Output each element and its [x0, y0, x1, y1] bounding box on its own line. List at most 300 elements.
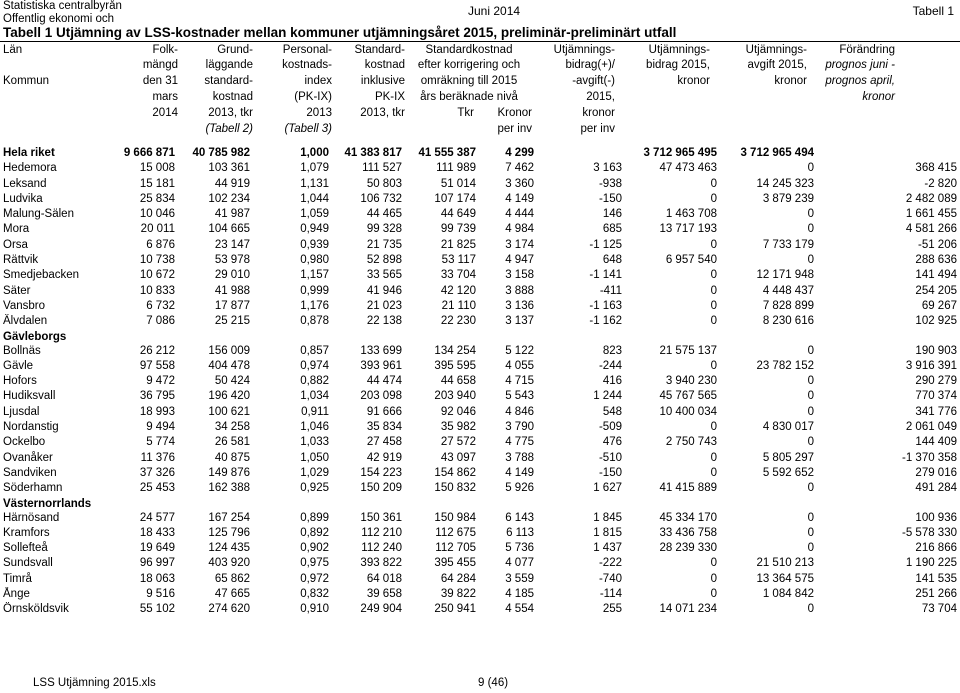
cell-col-8: 13 717 193 — [659, 223, 717, 236]
row-name: Västernorrlands — [3, 497, 92, 510]
cell-col-9: 0 — [807, 482, 814, 495]
cell-col-1: 36 795 — [139, 390, 175, 403]
cell-col-6: 4 077 — [505, 557, 534, 570]
cell-col-7: 1 815 — [593, 526, 622, 539]
cell-col-4: 41 383 817 — [344, 147, 402, 159]
row-name: Hela riket — [3, 147, 55, 159]
cell-col-8: 0 — [710, 192, 717, 205]
cell-col-1 — [117, 330, 178, 344]
cell-col-10: 1 190 225 — [905, 557, 957, 570]
lss-table — [0, 146, 960, 618]
cell-col-1: 96 997 — [139, 557, 175, 570]
table-row — [0, 451, 960, 466]
cell-col-1: 18 433 — [139, 526, 175, 539]
header-c9-2: prognos juni - — [825, 59, 895, 71]
cell-col-3: 0,975 — [300, 557, 329, 570]
organization-name — [3, 0, 122, 26]
cell-col-3: 0,882 — [300, 375, 329, 388]
header-c3-5: 2013 — [306, 107, 332, 119]
cell-col-10 — [817, 497, 960, 511]
cell-col-8: 0 — [710, 359, 717, 372]
header-c9-1: Förändring — [839, 44, 895, 56]
table-row — [0, 435, 960, 450]
cell-col-7: -938 — [598, 177, 622, 190]
cell-col-9: 3 879 239 — [762, 192, 814, 205]
cell-col-8: 45 767 565 — [659, 390, 717, 403]
cell-col-1: 10 046 — [139, 208, 175, 221]
cell-col-6: 5 736 — [505, 542, 534, 555]
cell-col-2: 41 988 — [214, 284, 250, 297]
row-name: Ovanåker — [3, 451, 53, 464]
cell-col-7: -1 141 — [589, 269, 622, 282]
cell-col-8: 10 400 034 — [659, 405, 717, 418]
cell-col-4: 112 210 — [361, 526, 402, 539]
header-c6-3: -avgift(-) — [572, 75, 615, 87]
cell-col-2: 125 796 — [208, 526, 250, 539]
cell-col-6: 4 444 — [505, 208, 534, 221]
cell-col-3: 1,176 — [300, 299, 329, 312]
cell-col-5: 154 862 — [434, 466, 476, 479]
cell-col-2: 162 388 — [208, 482, 250, 495]
cell-col-5: 395 455 — [434, 557, 476, 570]
cell-col-9: 0 — [807, 254, 814, 267]
row-name: Sollefteå — [3, 542, 48, 555]
cell-col-8: 0 — [710, 315, 717, 328]
cell-col-9: 8 230 616 — [762, 315, 814, 328]
header-c5-kronor: Kronor — [497, 107, 532, 119]
cell-col-4: 44 474 — [366, 375, 402, 388]
cell-col-3: 1,000 — [300, 147, 329, 159]
cell-col-10: -1 370 358 — [902, 451, 957, 464]
cell-col-4: 35 834 — [366, 421, 402, 434]
cell-col-10: -2 820 — [924, 177, 957, 190]
cell-col-9: 0 — [807, 208, 814, 221]
cell-col-9: 0 — [807, 511, 814, 524]
cell-col-10: 141 494 — [915, 269, 957, 282]
cell-col-1: 9 472 — [146, 375, 175, 388]
cell-col-5: 51 014 — [440, 177, 476, 190]
header-c9-3: prognos april, — [825, 75, 895, 87]
header-c5-perinv: per inv — [497, 123, 532, 135]
footer-filename: LSS Utjämning 2015.xls — [33, 677, 156, 689]
cell-col-4: 22 138 — [366, 315, 402, 328]
cell-col-6: 5 926 — [505, 482, 534, 495]
cell-col-10: 368 415 — [915, 162, 957, 175]
cell-col-9: 7 828 899 — [762, 299, 814, 312]
cell-col-4: 106 732 — [360, 192, 402, 205]
header-c3-3: index — [304, 75, 332, 87]
cell-col-6: 7 462 — [505, 162, 534, 175]
cell-col-5: 203 940 — [434, 390, 476, 403]
cell-col-10: 254 205 — [915, 284, 957, 297]
cell-col-4: 249 904 — [360, 603, 402, 616]
header-c8-1: Utjämnings- — [745, 44, 807, 56]
cell-col-3: 0,925 — [300, 482, 329, 495]
cell-col-4: 27 458 — [366, 436, 402, 449]
cell-col-2: 167 254 — [208, 511, 250, 524]
cell-col-6: 3 174 — [505, 238, 534, 251]
cell-col-4: 33 565 — [366, 269, 402, 282]
cell-col-2: 41 987 — [214, 208, 250, 221]
cell-col-1: 7 086 — [146, 315, 175, 328]
cell-col-1: 20 011 — [140, 223, 175, 236]
cell-col-2: 404 478 — [208, 359, 250, 372]
cell-col-1: 55 102 — [139, 603, 175, 616]
cell-col-4: 50 803 — [366, 177, 402, 190]
cell-col-10: 251 266 — [915, 588, 957, 601]
cell-col-7: 823 — [602, 344, 622, 357]
cell-col-6: 4 984 — [505, 223, 534, 236]
cell-col-3: 1,059 — [300, 208, 329, 221]
cell-col-8: 0 — [710, 421, 717, 434]
cell-col-6: 4 185 — [505, 588, 534, 601]
cell-col-9: 0 — [807, 405, 814, 418]
row-name: Söderhamn — [3, 482, 63, 495]
cell-col-4 — [332, 330, 405, 344]
cell-col-4: 21 023 — [366, 299, 402, 312]
cell-col-5: 395 595 — [434, 359, 476, 372]
cell-col-4: 150 209 — [360, 482, 402, 495]
cell-col-4: 21 735 — [366, 238, 402, 251]
cell-col-1: 15 181 — [139, 177, 175, 190]
cell-col-3: 1,157 — [300, 269, 329, 282]
cell-col-3: 0,939 — [300, 238, 329, 251]
org-line-2: Offentlig ekonomi och — [3, 13, 115, 25]
cell-col-2: 17 877 — [214, 299, 250, 312]
cell-col-6: 4 299 — [505, 147, 534, 159]
table-label: Tabell 1 — [912, 4, 954, 18]
cell-col-2: 26 581 — [214, 436, 250, 449]
cell-col-4: 393 961 — [360, 359, 402, 372]
cell-col-1: 10 833 — [139, 284, 175, 297]
cell-col-8: 6 957 540 — [665, 254, 717, 267]
row-name: Ludvika — [3, 192, 43, 205]
table-body — [0, 146, 960, 618]
cell-col-5: 42 120 — [440, 284, 476, 297]
cell-col-3 — [253, 497, 332, 511]
row-name: Härnösand — [3, 511, 60, 524]
table-row — [0, 314, 960, 329]
cell-col-7: 1 627 — [593, 482, 622, 495]
header-c7-2: bidrag 2015, — [646, 59, 710, 71]
row-name: Nordanstig — [3, 421, 59, 434]
table-row — [0, 253, 960, 268]
cell-col-5: 92 046 — [440, 405, 476, 418]
cell-col-9: 0 — [807, 375, 814, 388]
table-row — [0, 511, 960, 526]
header-c8-3: kronor — [774, 75, 807, 87]
cell-col-9: 23 782 152 — [756, 359, 814, 372]
table-row — [0, 359, 960, 374]
table-row — [0, 238, 960, 253]
org-line-1: Statistiska centralbyrån — [3, 0, 122, 12]
header-c2-5: 2013, tkr — [208, 107, 253, 119]
cell-col-7 — [537, 497, 625, 511]
cell-col-6: 3 790 — [505, 421, 534, 434]
cell-col-4: 99 328 — [366, 223, 402, 236]
header-c6-5: kronor — [582, 107, 615, 119]
group-header-row — [0, 497, 960, 511]
header-c2-2: läggande — [205, 59, 253, 71]
header-c6-1: Utjämnings- — [553, 44, 615, 56]
table-row — [0, 207, 960, 222]
cell-col-1: 37 326 — [139, 466, 175, 479]
table-row — [0, 161, 960, 176]
header-c1-2: mängd — [142, 59, 178, 71]
cell-col-1: 24 577 — [139, 511, 175, 524]
cell-col-5: 107 174 — [434, 192, 476, 205]
group-header-row — [0, 330, 960, 344]
cell-col-7: -1 162 — [589, 315, 622, 328]
cell-col-10: 288 636 — [915, 254, 957, 267]
cell-col-8: 0 — [710, 588, 717, 601]
cell-col-1: 18 993 — [139, 405, 175, 418]
cell-col-7: 1 244 — [593, 390, 622, 403]
cell-col-5: 43 097 — [440, 451, 476, 464]
cell-col-7: 1 437 — [593, 542, 622, 555]
cell-col-10: 491 284 — [915, 482, 957, 495]
table-row — [0, 602, 960, 617]
cell-col-5: 21 825 — [440, 238, 476, 251]
cell-col-2: 274 620 — [208, 603, 250, 616]
table-row — [0, 466, 960, 481]
row-name: Ånge — [3, 588, 30, 601]
cell-col-4: 42 919 — [366, 451, 402, 464]
cell-col-3: 0,999 — [300, 284, 329, 297]
row-name: Hudiksvall — [3, 390, 56, 403]
cell-col-10: 69 267 — [921, 299, 957, 312]
cell-col-2: 44 919 — [214, 177, 250, 190]
cell-col-8: 14 071 234 — [659, 603, 717, 616]
cell-col-9: 4 448 437 — [762, 284, 814, 297]
row-name: Vansbro — [3, 299, 45, 312]
cell-col-2: 23 147 — [214, 238, 250, 251]
cell-col-2: 53 978 — [214, 254, 250, 267]
cell-col-3: 1,034 — [300, 390, 329, 403]
table-row — [0, 284, 960, 299]
cell-col-10: 279 016 — [915, 466, 957, 479]
cell-col-8: 2 750 743 — [665, 436, 717, 449]
cell-col-3: 0,832 — [300, 588, 329, 601]
cell-col-10: 141 535 — [915, 572, 957, 585]
cell-col-8: 0 — [710, 269, 717, 282]
table-row — [0, 374, 960, 389]
table-row — [0, 420, 960, 435]
row-name: Mora — [3, 223, 30, 236]
cell-col-10: 3 916 391 — [905, 359, 957, 372]
cell-col-10: 4 581 266 — [905, 223, 957, 236]
cell-col-7: 1 845 — [593, 511, 622, 524]
header-c6-4: 2015, — [586, 91, 615, 103]
cell-col-3: 1,033 — [300, 436, 329, 449]
header-c4-4: PK-IX — [374, 91, 405, 103]
header-c4-5: 2013, tkr — [360, 107, 405, 119]
cell-col-2 — [178, 330, 253, 344]
header-lan: Län — [3, 44, 23, 56]
table-row — [0, 572, 960, 587]
table-row — [0, 389, 960, 404]
cell-col-7: -114 — [599, 588, 622, 601]
header-c5-tkr: Tkr — [457, 107, 474, 119]
cell-col-3 — [253, 330, 332, 344]
header-c5-3: omräkning till 2015 — [420, 75, 518, 87]
cell-col-4: 41 946 — [366, 284, 402, 297]
cell-col-5: 250 941 — [434, 603, 476, 616]
table-row — [0, 344, 960, 359]
cell-col-5: 33 704 — [440, 269, 476, 282]
cell-col-5: 27 572 — [440, 436, 476, 449]
cell-col-2: 196 420 — [208, 390, 250, 403]
cell-col-9: 0 — [807, 542, 814, 555]
cell-col-10: 341 776 — [915, 405, 957, 418]
header-c6-6: per inv — [580, 123, 615, 135]
row-name: Orsa — [3, 238, 28, 251]
cell-col-7: -740 — [598, 572, 622, 585]
header-c5-2: efter korrigering och — [417, 59, 521, 71]
cell-col-9: 4 830 017 — [762, 421, 814, 434]
cell-col-7: -509 — [598, 421, 622, 434]
cell-col-7 — [537, 146, 625, 161]
row-name: Smedjebacken — [3, 269, 80, 282]
cell-col-9: 0 — [807, 162, 814, 175]
cell-col-7: -1 163 — [589, 299, 622, 312]
cell-col-1: 9 666 871 — [123, 147, 175, 159]
cell-col-9: 5 592 652 — [762, 466, 814, 479]
table-row — [0, 299, 960, 314]
cell-col-10: 2 482 089 — [905, 192, 957, 205]
cell-col-4: 150 361 — [360, 511, 402, 524]
cell-col-2: 103 361 — [208, 162, 250, 175]
cell-col-6: 4 715 — [505, 375, 534, 388]
row-name: Hedemora — [3, 162, 57, 175]
cell-col-5: 21 110 — [441, 299, 476, 312]
row-name: Malung-Sälen — [3, 208, 74, 221]
cell-col-6: 6 113 — [506, 526, 534, 539]
cell-col-4: 203 098 — [360, 390, 402, 403]
cell-col-10 — [817, 146, 960, 161]
cell-col-9 — [720, 330, 817, 344]
header-c4-3: inklusive — [360, 75, 405, 87]
cell-col-10: 144 409 — [915, 436, 957, 449]
row-name: Leksand — [3, 177, 47, 190]
cell-col-7: 548 — [602, 405, 622, 418]
cell-col-7: 648 — [602, 254, 622, 267]
cell-col-7: 416 — [602, 375, 622, 388]
cell-col-8: 0 — [710, 557, 717, 570]
cell-col-6: 4 149 — [505, 466, 534, 479]
table-row — [0, 481, 960, 496]
cell-col-6: 4 149 — [505, 192, 534, 205]
header-c2-3: standard- — [204, 75, 253, 87]
row-name: Örnsköldsvik — [3, 603, 69, 616]
cell-col-10: 100 936 — [915, 511, 957, 524]
cell-col-1: 9 494 — [146, 421, 175, 434]
header-c2-4: kostnad — [212, 91, 253, 103]
cell-col-3: 1,079 — [300, 162, 329, 175]
cell-col-1: 19 649 — [139, 542, 175, 555]
cell-col-9: 1 084 842 — [762, 588, 814, 601]
cell-col-2: 104 665 — [208, 223, 250, 236]
cell-col-1: 18 063 — [139, 572, 175, 585]
cell-col-8: 28 239 330 — [659, 542, 717, 555]
footer-page-number: 9 (46) — [478, 677, 509, 689]
cell-col-7: 3 163 — [593, 162, 622, 175]
cell-col-9: 5 805 297 — [762, 451, 814, 464]
cell-col-2: 65 862 — [214, 572, 250, 585]
cell-col-9: 21 510 213 — [756, 557, 814, 570]
cell-col-6 — [479, 330, 537, 344]
cell-col-1: 10 672 — [139, 269, 175, 282]
cell-col-3: 0,972 — [300, 572, 329, 585]
row-name: Hofors — [3, 375, 37, 388]
table-row — [0, 177, 960, 192]
cell-col-2: 156 009 — [208, 344, 250, 357]
cell-col-5: 64 284 — [440, 572, 476, 585]
cell-col-3: 0,949 — [300, 223, 329, 236]
row-name: Bollnäs — [3, 344, 41, 357]
row-name: Gävleborgs — [3, 330, 67, 343]
row-name: Älvdalen — [3, 315, 48, 328]
header-c3-4: (PK-IX) — [294, 91, 332, 103]
cell-col-4: 111 527 — [362, 162, 402, 175]
cell-col-6: 5 122 — [505, 344, 534, 357]
cell-col-2: 47 665 — [214, 588, 250, 601]
cell-col-2: 102 234 — [208, 192, 250, 205]
cell-col-2: 34 258 — [214, 421, 250, 434]
cell-col-1 — [117, 497, 178, 511]
cell-col-4: 39 658 — [366, 588, 402, 601]
cell-col-2: 149 876 — [208, 466, 250, 479]
cell-col-1: 26 212 — [139, 344, 175, 357]
cell-col-2: 403 920 — [208, 557, 250, 570]
cell-col-4: 154 223 — [360, 466, 402, 479]
table-row — [0, 268, 960, 283]
cell-col-8: 47 473 463 — [659, 162, 717, 175]
cell-col-1: 11 376 — [140, 451, 175, 464]
header-c8-2: avgift 2015, — [747, 59, 807, 71]
cell-col-6: 4 775 — [505, 436, 534, 449]
cell-col-10 — [817, 330, 960, 344]
cell-col-7: 255 — [602, 603, 622, 616]
cell-col-6: 4 947 — [505, 254, 534, 267]
cell-col-10: 770 374 — [915, 390, 957, 403]
cell-col-4: 52 898 — [366, 254, 402, 267]
cell-col-10: 73 704 — [921, 603, 957, 616]
cell-col-8: 0 — [710, 451, 717, 464]
cell-col-3: 0,878 — [300, 315, 329, 328]
cell-col-1: 6 732 — [146, 299, 175, 312]
cell-col-5: 112 675 — [435, 526, 476, 539]
cell-col-5 — [405, 497, 479, 511]
cell-col-6: 3 888 — [505, 284, 534, 297]
cell-col-5: 22 230 — [440, 315, 476, 328]
cell-col-1: 25 834 — [139, 192, 175, 205]
cell-col-6: 3 788 — [505, 451, 534, 464]
cell-col-3: 0,980 — [300, 254, 329, 267]
cell-col-3: 1,029 — [300, 466, 329, 479]
cell-col-6: 6 143 — [505, 511, 534, 524]
row-name: Gävle — [3, 359, 34, 372]
cell-col-9: 0 — [807, 344, 814, 357]
table-row — [0, 587, 960, 602]
cell-col-4: 44 465 — [366, 208, 402, 221]
cell-col-6 — [479, 497, 537, 511]
cell-col-10: 290 279 — [915, 375, 957, 388]
header-c5-1: Standardkostnad — [425, 44, 513, 56]
cell-col-7 — [537, 330, 625, 344]
cell-col-1: 15 008 — [139, 162, 175, 175]
cell-col-6: 3 360 — [505, 177, 534, 190]
